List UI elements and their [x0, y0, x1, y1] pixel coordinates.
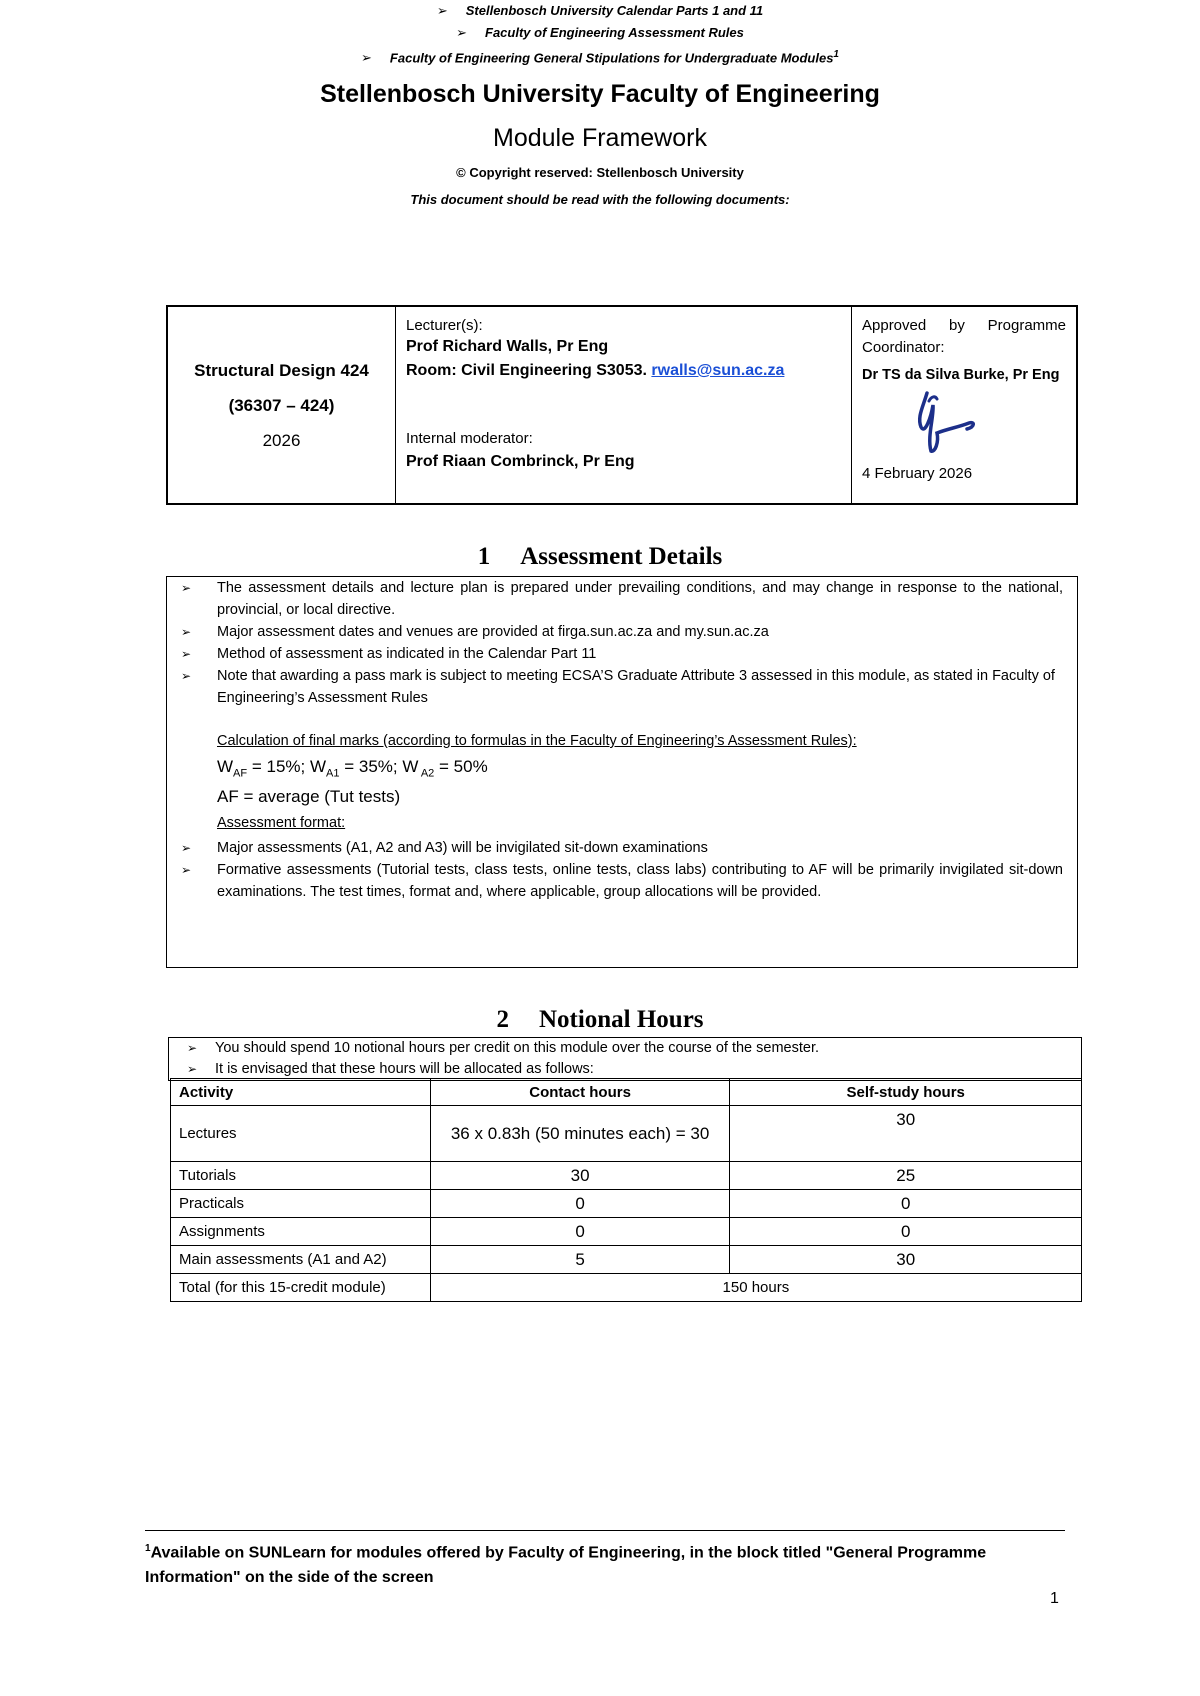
list-item	[167, 859, 1077, 903]
bullet-text: You should spend 10 notional hours per credit on this module over the course of the semester.	[215, 1040, 820, 1056]
approved-date: 4 February 2026	[862, 465, 973, 482]
footnote-text: Available on SUNLearn for modules offered by Faculty of Engineering, in the block titled "General Programme Information" on the side of the screen	[145, 1544, 987, 1587]
list-item	[0, 44, 1200, 66]
table-row	[171, 1162, 1082, 1190]
document-subtitle: Module Framework	[493, 124, 707, 152]
activity-cell: Lectures	[171, 1106, 431, 1162]
af-formula: AF = average (Tut tests)	[217, 787, 401, 807]
total-value-cell: 150 hours	[430, 1274, 1081, 1302]
self-study-cell: 30	[730, 1246, 1082, 1274]
lecturer-room	[406, 362, 841, 380]
activity-cell: Main assessments (A1 and A2)	[171, 1246, 431, 1274]
document-title: Stellenbosch University Faculty of Engineering	[320, 80, 880, 108]
format-heading: Assessment format:	[217, 815, 346, 832]
contact-hours-cell: 0	[430, 1218, 730, 1246]
weight-value: = 50%	[434, 757, 488, 776]
weights-formula	[167, 757, 1077, 779]
contact-hours-cell: 30	[430, 1162, 730, 1190]
self-study-cell: 0	[730, 1218, 1082, 1246]
approval-cell	[852, 307, 1076, 503]
arrow-bullet-icon: ➢	[187, 1041, 198, 1055]
arrow-bullet-icon: ➢	[361, 50, 372, 66]
document-name: Faculty of Engineering General Stipulations for Undergraduate Modules	[389, 50, 834, 66]
document-name: Faculty of Engineering Assessment Rules	[485, 25, 744, 40]
notional-hours-box	[168, 1037, 1082, 1081]
self-study-cell: 25	[730, 1162, 1082, 1190]
self-study-cell: 0	[730, 1190, 1082, 1218]
activity-cell: Tutorials	[171, 1162, 431, 1190]
table-header-row	[171, 1079, 1082, 1106]
bullet-text: Major assessments (A1, A2 and A3) will be invigilated sit-down examinations	[217, 840, 708, 857]
footnote	[145, 1536, 1065, 1590]
contact-hours-cell: 0	[430, 1190, 730, 1218]
assessment-details-box	[166, 576, 1078, 968]
weight-value: = 35%;	[339, 757, 403, 776]
weight-subscript: A2	[418, 767, 435, 780]
section-number: 2	[496, 1006, 509, 1033]
footnote-reference: 1	[833, 49, 839, 60]
arrow-bullet-icon: ➢	[456, 25, 468, 40]
list-item	[169, 1059, 1081, 1080]
section-title: Assessment Details	[520, 543, 723, 570]
arrow-bullet-icon: ➢	[187, 1062, 198, 1076]
page-number: 1	[1050, 1590, 1059, 1607]
moderator-label: Internal moderator:	[406, 430, 533, 447]
bullet-text: It is envisaged that these hours will be allocated as follows:	[215, 1061, 594, 1077]
arrow-bullet-icon: ➢	[181, 625, 192, 639]
table-row	[171, 1106, 1082, 1162]
footnote-mark: 1	[145, 1543, 151, 1554]
arrow-bullet-icon: ➢	[181, 669, 192, 683]
lecturer-cell	[396, 307, 852, 503]
list-item	[167, 577, 1077, 621]
bullet-text: Method of assessment as indicated in the Calendar Part 11	[217, 646, 597, 662]
weight-symbol: W	[217, 757, 234, 776]
weight-symbol: W	[402, 757, 419, 776]
section-2-heading	[0, 1006, 1200, 1034]
table-row	[171, 1246, 1082, 1274]
list-item	[167, 665, 1077, 709]
list-item	[167, 643, 1077, 665]
list-item	[0, 0, 1200, 22]
weight-subscript: AF	[233, 767, 248, 780]
approved-label: Approved by Programme Coordinator:	[862, 317, 1066, 356]
moderator-name: Prof Riaan Combrinck, Pr Eng	[406, 453, 635, 470]
document-name: Stellenbosch University Calendar Parts 1 and 11	[465, 3, 764, 18]
coordinator-name: Dr TS da Silva Burke, Pr Eng	[862, 367, 1060, 383]
table-total-row	[171, 1274, 1082, 1302]
bullet-text: Formative assessments (Tutorial tests, class tests, online tests, class labs) contributing to AF will be primarily invigilated sit-down examinations. The test times, format and, where applicable, group allocations will be provided.	[217, 862, 1063, 901]
read-with-note: This document should be read with the following documents:	[410, 192, 790, 207]
bullet-text: Major assessment dates and venues are provided at firga.sun.ac.za and my.sun.ac.za	[217, 624, 769, 640]
signature-image	[897, 387, 987, 457]
section-1-heading	[0, 543, 1200, 571]
bullet-text: Note that awarding a pass mark is subject to meeting ECSA’S Graduate Attribute 3 assessed in this module, as stated in Faculty of Engineering’s Assessment Rules	[217, 668, 1055, 706]
arrow-bullet-icon: ➢	[181, 647, 192, 661]
lecturer-name: Prof Richard Walls, Pr Eng	[406, 338, 609, 355]
footnote-divider	[145, 1530, 1065, 1531]
activity-cell: Assignments	[171, 1218, 431, 1246]
list-item	[169, 1038, 1081, 1059]
contact-hours-cell: 36 x 0.83h (50 minutes each) = 30	[430, 1106, 730, 1162]
total-label-cell: Total (for this 15-credit module)	[171, 1274, 431, 1302]
section-number: 1	[477, 543, 491, 570]
contact-hours-cell: 5	[430, 1246, 730, 1274]
calc-heading: Calculation of final marks (according to formulas in the Faculty of Engineering’s Assessment Rules):	[217, 733, 857, 749]
room-text: Room: Civil Engineering S3053.	[406, 362, 647, 379]
notional-hours-table	[170, 1078, 1082, 1302]
table-row	[171, 1218, 1082, 1246]
module-code: (36307 – 424)	[228, 395, 335, 415]
list-item	[167, 621, 1077, 643]
lecturer-label: Lecturer(s):	[406, 317, 483, 334]
section-title: Notional Hours	[538, 1006, 704, 1033]
arrow-bullet-icon: ➢	[181, 841, 192, 856]
weight-value: = 15%;	[247, 757, 310, 776]
email-link[interactable]: rwalls@sun.ac.za	[651, 362, 785, 379]
table-row	[171, 1190, 1082, 1218]
copyright-notice: © Copyright reserved: Stellenbosch University	[456, 165, 744, 180]
column-header: Self-study hours	[730, 1079, 1082, 1106]
bullet-text: The assessment details and lecture plan is prepared under prevailing conditions, and may change in response to the national, provincial, or local directive.	[217, 580, 1063, 618]
self-study-cell: 30	[730, 1106, 1082, 1162]
column-header: Contact hours	[430, 1079, 730, 1106]
module-info-table	[166, 305, 1078, 505]
arrow-bullet-icon: ➢	[181, 581, 192, 595]
weight-subscript: A1	[326, 767, 340, 780]
weight-symbol: W	[309, 757, 327, 776]
column-header: Activity	[171, 1079, 431, 1106]
related-documents-list	[0, 0, 1200, 66]
module-year: 2026	[262, 430, 301, 450]
module-name: Structural Design 424	[194, 360, 369, 380]
arrow-bullet-icon: ➢	[436, 3, 448, 18]
activity-cell: Practicals	[171, 1190, 431, 1218]
arrow-bullet-icon: ➢	[181, 863, 192, 878]
module-identity-cell	[168, 307, 396, 503]
list-item	[0, 22, 1200, 44]
list-item	[167, 837, 1077, 859]
